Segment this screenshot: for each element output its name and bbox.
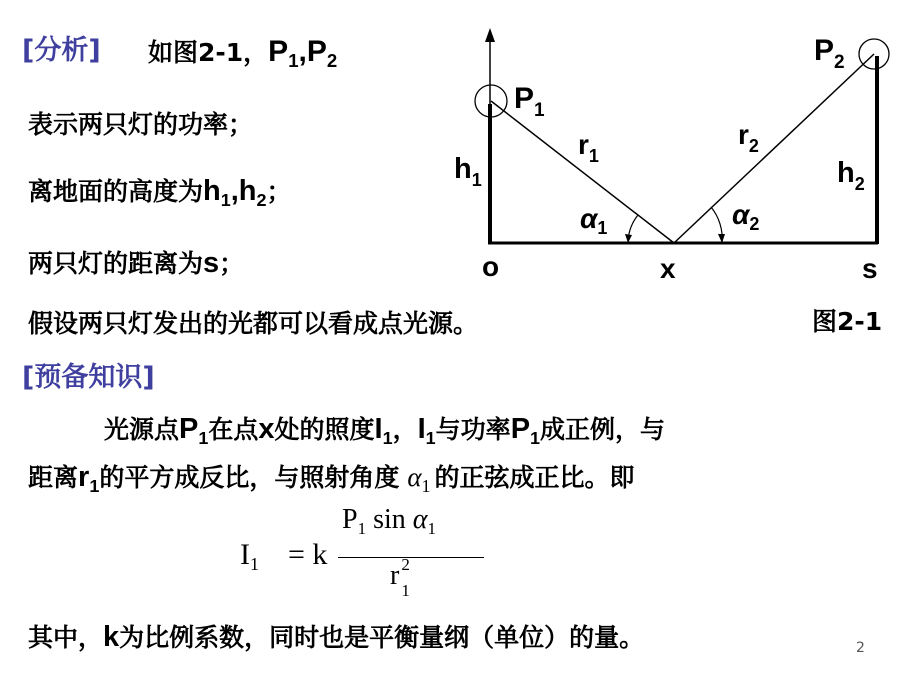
intro-prefix: 如图2-1，	[148, 38, 269, 67]
prep-line-2: 距离$r_1$的平方成反比，与照射角度 $\alpha_1$ 的正弦成正比。即	[28, 461, 635, 496]
prep-line-1: 光源点$P_1$在点x处的照度$I_1$，$I_1$与功率$P_1$成正例，与	[104, 413, 666, 448]
intro-p2: $P_2$	[306, 35, 338, 71]
label-s: s	[862, 253, 878, 284]
prep-header: [预备知识]	[22, 362, 155, 393]
label-h1: $h_1$	[454, 153, 482, 190]
analysis-line-point-source: 假设两只灯发出的光都可以看成点光源。	[28, 309, 479, 338]
label-alpha2: $\alpha_2$	[732, 199, 760, 234]
intro-p1: $P_1$	[268, 35, 299, 71]
ray-r2	[674, 54, 874, 243]
prep-note: 其中，k为比例系数，同时也是平衡量纲（单位）的量。	[28, 621, 645, 653]
analysis-header: [分析]	[22, 35, 101, 66]
illuminance-formula	[240, 504, 490, 606]
page-number: 2	[856, 640, 865, 656]
label-p1: $P_1$	[514, 82, 545, 121]
formula-fraction-bar	[338, 557, 484, 558]
analysis-line-distance: 两只灯的距离为s；	[28, 247, 245, 279]
y-axis-arrow	[485, 28, 495, 42]
analysis-line-power: 表示两只灯的功率；	[28, 110, 254, 139]
label-h2: $h_2$	[837, 157, 865, 194]
formula-numerator: $P_1$ $\sin \alpha_1$	[342, 504, 436, 538]
label-o: o	[482, 251, 500, 282]
label-r1: $r_1$	[578, 129, 599, 166]
label-x: x	[660, 253, 676, 284]
formula-lhs: $I_1$	[240, 538, 259, 574]
label-r2: $r_2$	[738, 119, 759, 156]
formula-eq: = k	[288, 538, 328, 571]
formula-denominator: r 2 1	[390, 555, 410, 600]
analysis-line-height: 离地面的高度为$h_1,h_2$；	[28, 175, 292, 210]
label-p2: $P_2$	[814, 34, 845, 73]
label-alpha1: $\alpha_1$	[580, 203, 608, 238]
intro-comma: ,	[298, 35, 307, 68]
figure-caption: 图2-1	[812, 307, 883, 336]
